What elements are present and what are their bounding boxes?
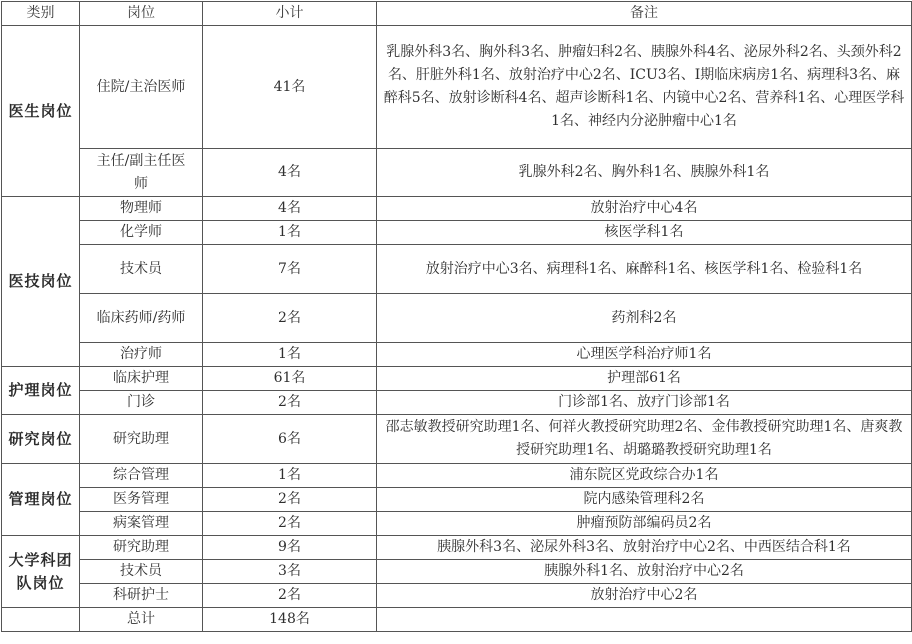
category-cell: 管理岗位 (2, 464, 80, 536)
table-row (2, 245, 912, 294)
count-cell: 4名 (203, 197, 377, 221)
count-cell: 1名 (203, 221, 377, 245)
recruitment-table (1, 1, 912, 632)
post-cell: 医务管理 (80, 488, 203, 512)
table-row (2, 488, 912, 512)
post-cell: 科研护士 (80, 584, 203, 608)
note-cell: 院内感染管理科2名 (377, 488, 912, 512)
count-cell: 41名 (203, 26, 377, 149)
header-note: 备注 (377, 2, 912, 26)
post-cell: 病案管理 (80, 512, 203, 536)
table-row (2, 221, 912, 245)
header-count: 小计 (203, 2, 377, 26)
total-note (377, 608, 912, 632)
total-row (2, 608, 912, 632)
note-cell: 放射治疗中心4名 (377, 197, 912, 221)
category-cell: 医技岗位 (2, 197, 80, 367)
post-cell: 门诊 (80, 391, 203, 415)
count-cell: 1名 (203, 464, 377, 488)
table-row (2, 294, 912, 343)
table-row (2, 149, 912, 197)
post-cell: 化学师 (80, 221, 203, 245)
note-cell: 护理部61名 (377, 367, 912, 391)
post-cell: 临床药师/药师 (80, 294, 203, 343)
note-cell: 心理医学科治疗师1名 (377, 343, 912, 367)
table-row (2, 367, 912, 391)
table-row (2, 536, 912, 560)
table-row (2, 26, 912, 149)
table-row (2, 560, 912, 584)
note-cell: 门诊部1名、放疗门诊部1名 (377, 391, 912, 415)
total-label: 总计 (80, 608, 203, 632)
note-cell: 胰腺外科3名、泌尿外科3名、放射治疗中心2名、中西医结合科1名 (377, 536, 912, 560)
count-cell: 2名 (203, 512, 377, 536)
header-row (2, 2, 912, 26)
count-cell: 2名 (203, 294, 377, 343)
note-cell: 邵志敏教授研究助理1名、何祥火教授研究助理2名、金伟教授研究助理1名、唐爽教授研究助理1名、胡璐璐教授研究助理1名 (377, 415, 912, 464)
total-category-cell (2, 608, 80, 632)
count-cell: 2名 (203, 488, 377, 512)
count-cell: 9名 (203, 536, 377, 560)
table-row (2, 391, 912, 415)
header-category: 类别 (2, 2, 80, 26)
table-row (2, 464, 912, 488)
count-cell: 4名 (203, 149, 377, 197)
note-cell: 放射治疗中心2名 (377, 584, 912, 608)
post-cell: 住院/主治医师 (80, 26, 203, 149)
note-cell: 乳腺外科2名、胸外科1名、胰腺外科1名 (377, 149, 912, 197)
count-cell: 1名 (203, 343, 377, 367)
post-cell: 研究助理 (80, 536, 203, 560)
count-cell: 6名 (203, 415, 377, 464)
count-cell: 2名 (203, 584, 377, 608)
post-cell: 物理师 (80, 197, 203, 221)
category-cell: 研究岗位 (2, 415, 80, 464)
note-cell: 核医学科1名 (377, 221, 912, 245)
table-row (2, 197, 912, 221)
category-cell: 护理岗位 (2, 367, 80, 415)
post-cell: 技术员 (80, 560, 203, 584)
count-cell: 61名 (203, 367, 377, 391)
total-count: 148名 (203, 608, 377, 632)
note-cell: 药剂科2名 (377, 294, 912, 343)
table-row (2, 584, 912, 608)
header-post: 岗位 (80, 2, 203, 26)
table-row (2, 343, 912, 367)
note-cell: 乳腺外科3名、胸外科3名、肿瘤妇科2名、胰腺外科4名、泌尿外科2名、头颈外科2名、肝脏外科1名、放射治疗中心2名、ICU3名、I期临床病房1名、病理科3名、麻醉科5名、放射诊断科4名、超声诊断科1名、内镜中心2名、营养科1名、心理医学科1名、神经内分泌肿瘤中心1名 (377, 26, 912, 149)
category-cell: 医生岗位 (2, 26, 80, 197)
note-cell: 肿瘤预防部编码员2名 (377, 512, 912, 536)
post-cell: 主任/副主任医师 (80, 149, 203, 197)
post-cell: 研究助理 (80, 415, 203, 464)
table-row (2, 415, 912, 464)
post-cell: 临床护理 (80, 367, 203, 391)
post-cell: 治疗师 (80, 343, 203, 367)
table-row (2, 512, 912, 536)
note-cell: 浦东院区党政综合办1名 (377, 464, 912, 488)
note-cell: 胰腺外科1名、放射治疗中心2名 (377, 560, 912, 584)
note-cell: 放射治疗中心3名、病理科1名、麻醉科1名、核医学科1名、检验科1名 (377, 245, 912, 294)
count-cell: 3名 (203, 560, 377, 584)
post-cell: 技术员 (80, 245, 203, 294)
count-cell: 2名 (203, 391, 377, 415)
category-cell: 大学科团队岗位 (2, 536, 80, 608)
post-cell: 综合管理 (80, 464, 203, 488)
count-cell: 7名 (203, 245, 377, 294)
